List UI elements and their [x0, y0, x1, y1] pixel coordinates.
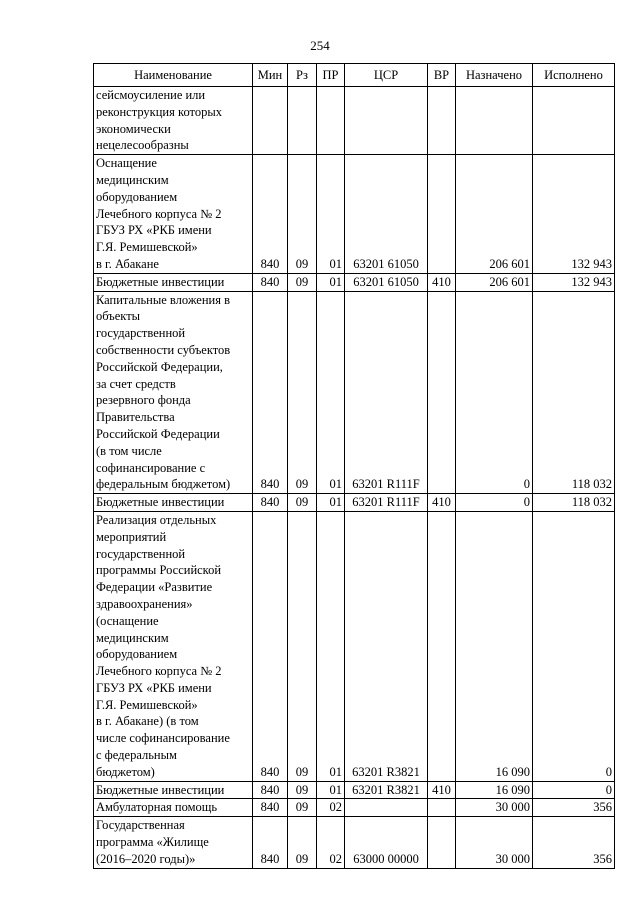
header-assigned: Назначено [456, 64, 533, 87]
row-vr: 410 [428, 273, 456, 291]
row-rz: 09 [288, 155, 317, 274]
table-row [94, 494, 615, 512]
row-min: 840 [253, 817, 288, 868]
table-row [94, 799, 615, 817]
row-name: Оснащение медицинским оборудованием Лечебного корпуса № 2 ГБУЗ РХ «РКБ имени Г.Я. Ремишевской» в г. Абакане [94, 155, 253, 274]
header-vr: ВР [428, 64, 456, 87]
row-name: Реализация отдельных мероприятий государственной программы Российской Федерации «Развитие здравоохранения» (оснащение медицинским оборудованием Лечебного корпуса № 2 ГБУЗ РХ «РКБ имени Г.Я. Ремишевской» в г. Абакане) (в том числе софинансирование с федеральным бюджетом) [94, 511, 253, 781]
row-vr: 410 [428, 494, 456, 512]
row-vr [428, 291, 456, 494]
row-csr [345, 87, 428, 155]
row-csr: 63201 R3821 [345, 511, 428, 781]
row-min: 840 [253, 781, 288, 799]
table-row [94, 273, 615, 291]
row-min: 840 [253, 511, 288, 781]
row-pr: 01 [317, 291, 345, 494]
table-row [94, 817, 615, 868]
row-rz [288, 87, 317, 155]
row-name: Амбулаторная помощь [94, 799, 253, 817]
row-vr [428, 817, 456, 868]
row-csr: 63201 61050 [345, 155, 428, 274]
row-csr: 63201 R111F [345, 494, 428, 512]
row-executed: 356 [533, 799, 615, 817]
row-name: сейсмоусиление или реконструкция которых экономически нецелесообразны [94, 87, 253, 155]
row-name: Бюджетные инвестиции [94, 273, 253, 291]
row-rz: 09 [288, 291, 317, 494]
row-pr: 02 [317, 799, 345, 817]
row-assigned: 0 [456, 494, 533, 512]
row-rz: 09 [288, 511, 317, 781]
row-name: Бюджетные инвестиции [94, 494, 253, 512]
row-min: 840 [253, 155, 288, 274]
row-pr: 02 [317, 817, 345, 868]
row-min: 840 [253, 494, 288, 512]
header-rz: Рз [288, 64, 317, 87]
row-pr: 01 [317, 494, 345, 512]
row-executed: 118 032 [533, 494, 615, 512]
row-assigned: 0 [456, 291, 533, 494]
row-csr: 63201 61050 [345, 273, 428, 291]
header-min: Мин [253, 64, 288, 87]
row-executed [533, 87, 615, 155]
table-row [94, 87, 615, 155]
row-assigned: 30 000 [456, 799, 533, 817]
row-name: Бюджетные инвестиции [94, 781, 253, 799]
row-rz: 09 [288, 494, 317, 512]
row-pr: 01 [317, 511, 345, 781]
row-pr: 01 [317, 273, 345, 291]
row-min: 840 [253, 799, 288, 817]
row-executed: 0 [533, 511, 615, 781]
row-assigned: 16 090 [456, 511, 533, 781]
row-vr [428, 511, 456, 781]
row-csr [345, 799, 428, 817]
row-assigned [456, 87, 533, 155]
row-executed: 0 [533, 781, 615, 799]
row-assigned: 206 601 [456, 155, 533, 274]
row-pr: 01 [317, 781, 345, 799]
row-csr: 63201 R3821 [345, 781, 428, 799]
row-rz: 09 [288, 273, 317, 291]
row-min: 840 [253, 273, 288, 291]
row-executed: 356 [533, 817, 615, 868]
row-min [253, 87, 288, 155]
table-header-row [94, 64, 615, 87]
row-assigned: 206 601 [456, 273, 533, 291]
table-row [94, 511, 615, 781]
header-csr: ЦСР [345, 64, 428, 87]
row-vr [428, 87, 456, 155]
row-vr [428, 155, 456, 274]
row-min: 840 [253, 291, 288, 494]
row-rz: 09 [288, 799, 317, 817]
budget-table [93, 63, 615, 869]
row-rz: 09 [288, 817, 317, 868]
row-executed: 132 943 [533, 155, 615, 274]
row-vr [428, 799, 456, 817]
row-rz: 09 [288, 781, 317, 799]
row-assigned: 30 000 [456, 817, 533, 868]
row-csr: 63000 00000 [345, 817, 428, 868]
header-executed: Исполнено [533, 64, 615, 87]
table-row [94, 781, 615, 799]
row-name: Государственная программа «Жилище (2016–2020 годы)» [94, 817, 253, 868]
row-vr: 410 [428, 781, 456, 799]
header-name: Наименование [94, 64, 253, 87]
row-executed: 132 943 [533, 273, 615, 291]
table-row [94, 291, 615, 494]
page-number: 254 [310, 38, 330, 53]
row-pr: 01 [317, 155, 345, 274]
row-pr [317, 87, 345, 155]
row-assigned: 16 090 [456, 781, 533, 799]
row-name: Капитальные вложения в объекты государственной собственности субъектов Российской Федерации, за счет средств резервного фонда Правительства Российской Федерации (в том числе софинансирование с федеральным бюджетом) [94, 291, 253, 494]
header-pr: ПР [317, 64, 345, 87]
row-csr: 63201 R111F [345, 291, 428, 494]
row-executed: 118 032 [533, 291, 615, 494]
table-row [94, 155, 615, 274]
